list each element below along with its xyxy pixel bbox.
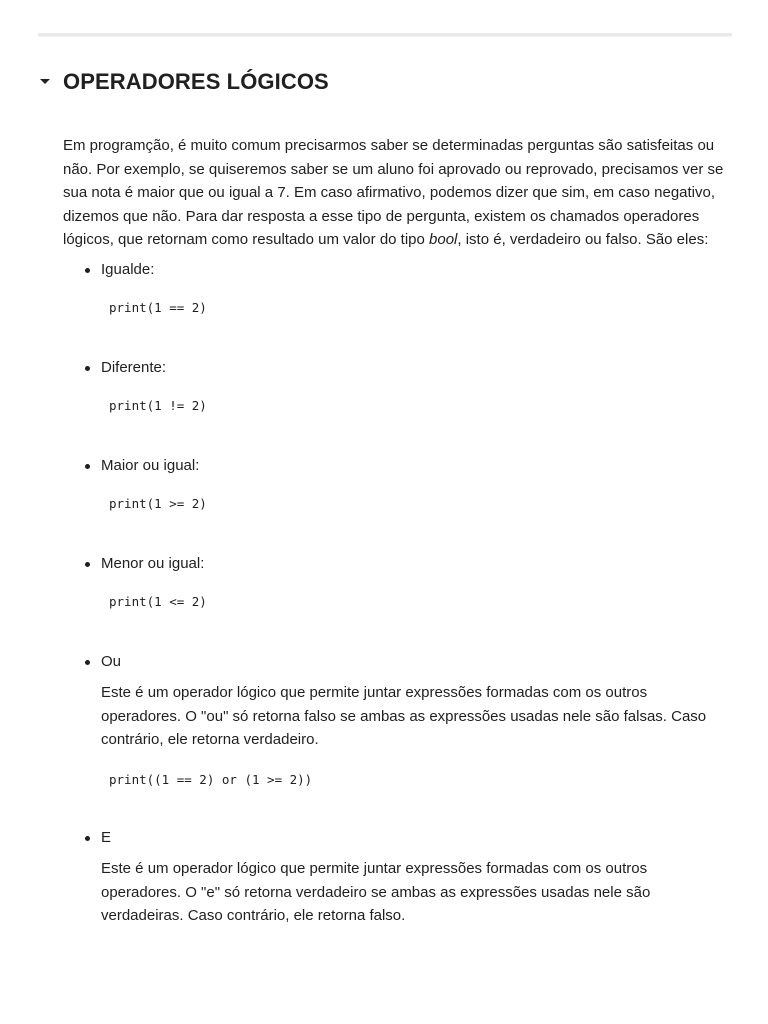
section-title: OPERADORES LÓGICOS [63,69,329,94]
caret-down-icon [38,70,63,94]
list-item-ou [101,650,725,826]
intro-text-end: , isto é, verdadeiro ou falso. São eles: [457,231,709,249]
operator-description: Este é um operador lógico que permite juntar expressões formadas com os outros operadores. O "e" só retorna verdadeiro se ambas as expressões usadas nele são verdadeiras. Caso contrário, ele retorna falso. [101,859,651,925]
section-toggle[interactable] [38,64,329,100]
code-block: print(1 == 2) [109,299,207,315]
operator-label: E [101,828,112,846]
operator-label: Igualde: [101,260,155,278]
operator-description: Este é um operador lógico que permite juntar expressões formadas com os outros operadores. O "ou" só retorna falso se ambas as expressões usadas nele são falsas. Caso contrário, ele retorna verdadeiro. [101,683,707,749]
list-item-maior-ou-igual [101,454,725,552]
intro-text: Em programção, é muito comum precisarmos saber se determinadas perguntas são satisfeitas ou não. Por exemplo, se quiseremos saber se um aluno foi aprovado ou reprovado, precisamos ver se sua nota é maior que ou igual a 7. Em caso afirmativo, podemos dizer que sim, em caso negativo, dizemos que não. Para dar resposta a esse tipo de pergunta, existem os chamados operadores lógicos, que retornam como resultado um valor do tipo [63,137,724,249]
top-divider [38,33,732,37]
intro-emphasis: bool [429,231,458,249]
list-item-menor-ou-igual [101,552,725,650]
list-item-igualdade [101,258,725,356]
operator-label: Ou [101,652,122,670]
operators-list [63,258,725,928]
code-block: print(1 != 2) [109,397,207,413]
intro-paragraph [63,134,725,252]
code-block: print(1 <= 2) [109,593,207,609]
operator-label: Menor ou igual: [101,554,205,572]
operator-label: Diferente: [101,358,167,376]
section-content [63,134,725,928]
operator-label: Maior ou igual: [101,456,200,474]
list-item-e [101,826,725,928]
code-block: print((1 == 2) or (1 >= 2)) [109,771,313,787]
code-block: print(1 >= 2) [109,495,207,511]
list-item-diferente [101,356,725,454]
